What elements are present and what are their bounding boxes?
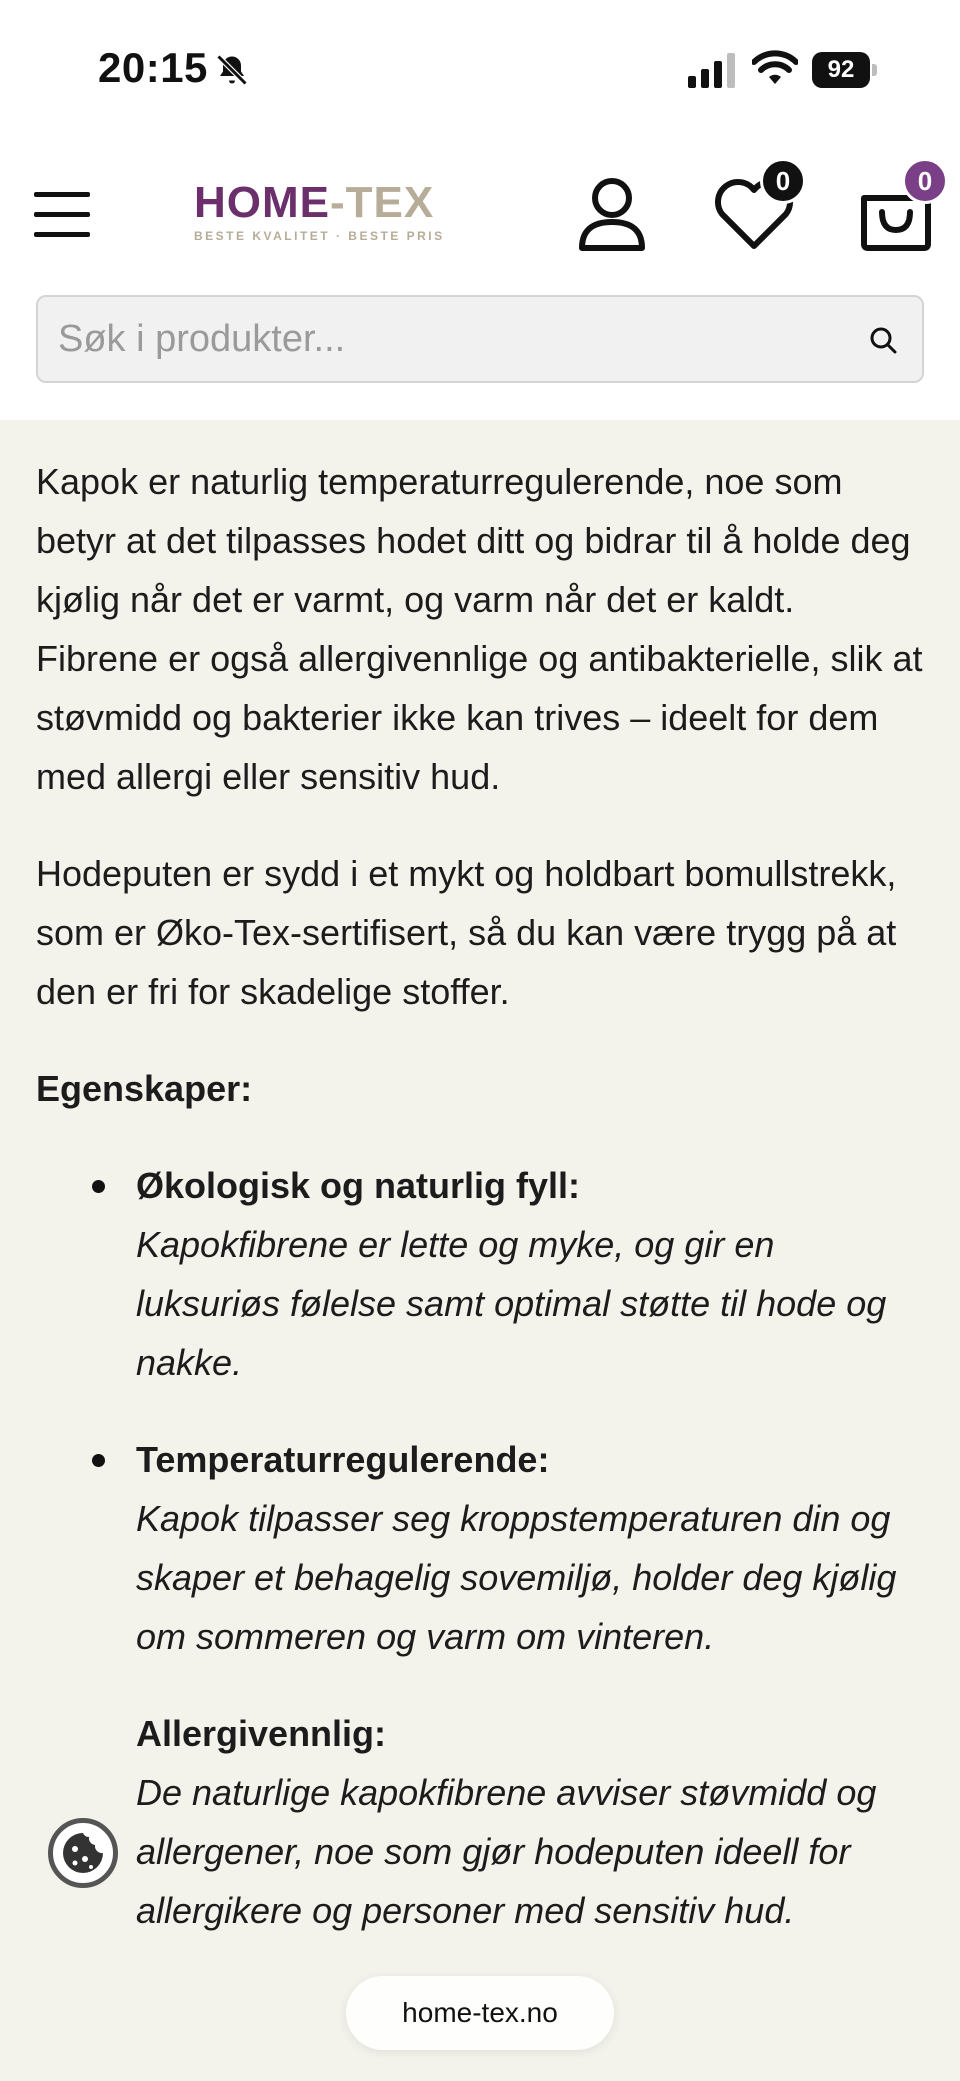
search-bar	[36, 295, 924, 383]
feature-description: Kapokfibrene er lette og myke, og gir en luksuriøs følelse samt optimal støtte til hode og nakke.	[136, 1224, 887, 1383]
wishlist-count-badge: 0	[760, 158, 806, 204]
search-icon[interactable]	[868, 325, 898, 355]
signal-icon	[688, 50, 738, 88]
feature-title: Temperaturregulerende:	[136, 1439, 550, 1480]
features-heading: Egenskaper:	[36, 1068, 253, 1109]
search-input[interactable]	[58, 297, 838, 381]
browser-url-bar[interactable]: home-tex.no	[346, 1976, 614, 2050]
status-time: 20:15	[98, 44, 208, 91]
list-item	[36, 1704, 926, 1940]
feature-title: Allergivennlig:	[136, 1713, 387, 1754]
bullet	[92, 1454, 105, 1467]
description-paragraph: Hodeputen er sydd i et mykt og holdbart bomullstrekk, som er Øko-Tex-sertifisert, så du kan være trygg på at den er fri for skadelige stoffer.	[36, 853, 897, 1012]
feature-title: Økologisk og naturlig fyll:	[136, 1165, 581, 1206]
battery-level: 92	[812, 52, 870, 88]
hamburger-menu-icon[interactable]	[34, 192, 94, 242]
home-tex-logo[interactable]	[194, 180, 454, 246]
battery-icon	[812, 52, 878, 88]
features-list	[36, 1156, 926, 1940]
site-header	[0, 140, 960, 420]
user-icon[interactable]	[576, 176, 648, 252]
bullet	[92, 1180, 105, 1193]
feature-description: De naturlige kapokfibrene avviser støvmidd og allergener, noe som gjør hodeputen ideell for allergikere og personer med sensitiv hud.	[136, 1772, 877, 1931]
wifi-icon	[752, 50, 798, 88]
logo-tagline: BESTE KVALITET · BESTE PRIS	[194, 229, 445, 243]
list-item	[36, 1156, 926, 1392]
logo-wordmark: HOME-TEX	[194, 178, 435, 227]
cookie-settings-button[interactable]	[48, 1818, 118, 1888]
cookie-icon	[53, 1823, 113, 1883]
feature-description: Kapok tilpasser seg kroppstemperaturen din og skaper et behagelig sovemiljø, holder deg kjølig om sommeren og varm om vinteren.	[136, 1498, 897, 1657]
product-description	[36, 452, 926, 1978]
description-paragraph: Kapok er naturlig temperaturregulerende, noe som betyr at det tilpasses hodet ditt og bidrar til å holde deg kjølig når det er varmt, og varm når det er kaldt. Fibrene er også allergivennlige og antibakterielle, slik at støvmidd og bakterier ikke kan trives – ideelt for dem med allergi eller sensitiv hud.	[36, 461, 923, 797]
status-bar	[0, 0, 960, 140]
list-item	[36, 1430, 926, 1666]
bell-slash-icon	[214, 52, 250, 88]
cart-count-badge: 0	[902, 158, 948, 204]
